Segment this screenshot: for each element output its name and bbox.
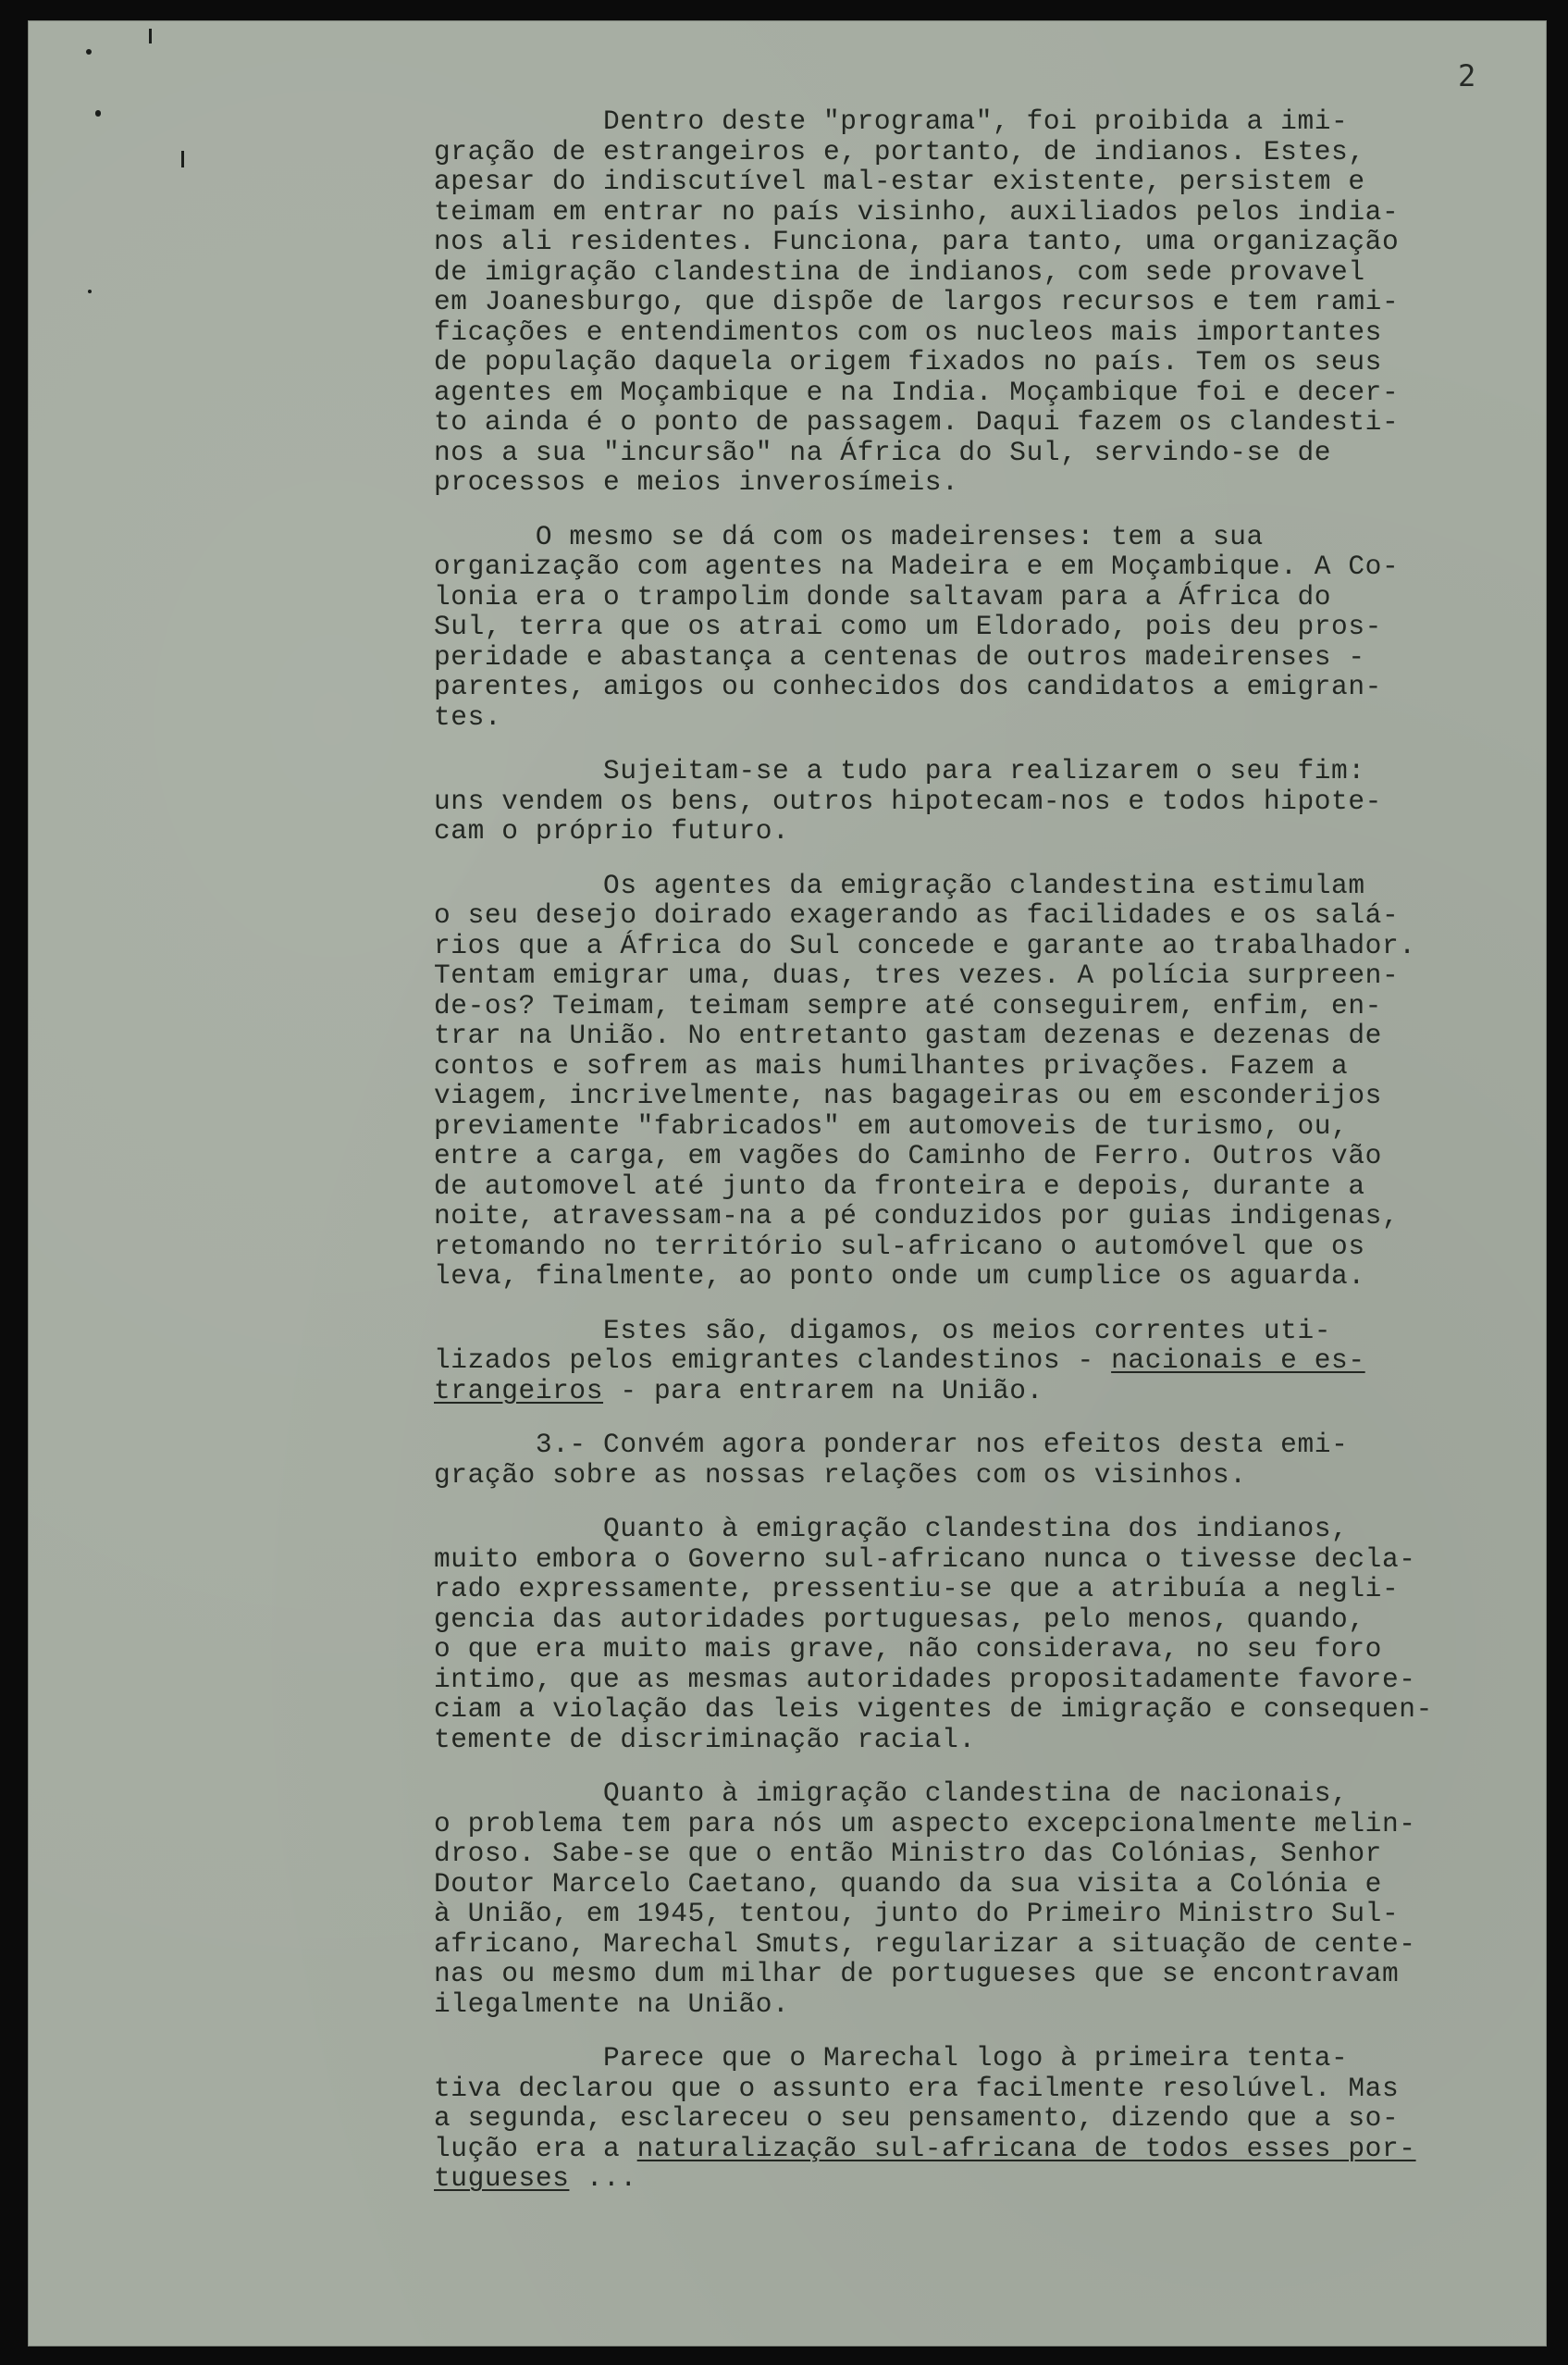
text-segment: o seu desejo doirado exagerando as facilidades e os salá- — [434, 899, 1400, 931]
text-line — [434, 1376, 1549, 1406]
text-line — [434, 1809, 1549, 1839]
text-line — [434, 702, 1549, 733]
text-segment: lizados pelos emigrantes clandestinos - — [434, 1344, 1112, 1376]
text-line — [434, 1544, 1549, 1575]
text-segment: leva, finalmente, ao ponto onde um cumplice os aguarda. — [434, 1260, 1365, 1292]
text-segment: de população daquela origem fixados no país. Tem os seus — [434, 346, 1382, 378]
text-segment: 3.- Convém agora ponderar nos efeitos desta emi- — [535, 1429, 1349, 1460]
text-line — [434, 407, 1549, 438]
text-line — [434, 2134, 1549, 2164]
text-segment: noite, atravessam-na a pé conduzidos por guias indigenas, — [434, 1200, 1400, 1232]
ink-speck — [88, 290, 92, 293]
text-segment: to ainda é o ponto de passagem. Daqui fazem os clandesti- — [434, 406, 1400, 438]
text-line — [434, 522, 1549, 552]
page-number: 2 — [1458, 58, 1476, 93]
text-segment: a segunda, esclareceu o seu pensamento, dizendo que a so- — [434, 2102, 1400, 2134]
ink-speck — [95, 110, 101, 117]
text-segment: contos e sofrem as mais humilhantes privações. Fazem a — [434, 1049, 1349, 1082]
text-segment: nos ali residentes. Funciona, para tanto, uma organização — [434, 226, 1400, 257]
text-segment: Sujeitam-se a tudo para realizarem o seu fim: — [603, 755, 1365, 786]
text-line — [434, 1725, 1549, 1755]
text-segment: nas ou mesmo dum milhar de portugueses que se encontravam — [434, 1958, 1400, 1989]
text-segment: droso. Sabe-se que o então Ministro das Colónias, Senhor — [434, 1838, 1382, 1869]
text-segment: Dentro deste "programa", foi proibida a imi- — [603, 105, 1349, 137]
text-line — [434, 1665, 1549, 1695]
text-segment: cam o próprio futuro. — [434, 815, 790, 847]
text-segment: agentes em Moçambique e na India. Moçambique foi e decer- — [434, 376, 1400, 408]
text-segment: Tentam emigrar uma, duas, tres vezes. A polícia surpreen- — [434, 960, 1400, 991]
text-line — [434, 347, 1549, 378]
text-segment: apesar do indiscutível mal-estar existente, persistem e — [434, 166, 1365, 197]
text-segment: intimo, que as mesmas autoridades propositadamente favore- — [434, 1663, 1416, 1695]
text-line — [434, 1869, 1549, 1900]
text-line — [434, 1430, 1549, 1460]
text-segment: de-os? Teimam, teimam sempre até conseguirem, enfim, en- — [434, 989, 1382, 1022]
text-segment: em Joanesburgo, que dispõe de largos recursos e tem rami- — [434, 286, 1400, 317]
underlined-text: naturalização sul-africana de todos esses por- — [636, 2132, 1416, 2164]
text-line — [434, 1574, 1549, 1604]
text-segment: tiva declarou que o assunto era facilmente resolúvel. Mas — [434, 2072, 1400, 2104]
text-line — [434, 816, 1549, 847]
text-segment: gencia das autoridades portuguesas, pelo menos, quando, — [434, 1603, 1365, 1635]
text-segment: Quanto à emigração clandestina dos indianos, — [603, 1513, 1349, 1544]
text-line — [434, 257, 1549, 288]
text-line — [434, 960, 1549, 991]
text-line — [434, 1111, 1549, 1142]
text-segment: de automovel até junto da fronteira e depois, durante a — [434, 1170, 1365, 1202]
text-segment: retomando no território sul-africano o automóvel que os — [434, 1230, 1365, 1262]
text-line — [434, 1899, 1549, 1929]
text-line — [434, 2074, 1549, 2104]
text-line — [434, 672, 1549, 702]
text-segment: o que era muito mais grave, não considerava, no seu foro — [434, 1633, 1382, 1665]
underlined-text: trangeiros — [434, 1374, 604, 1406]
text-line — [434, 931, 1549, 961]
text-line — [434, 1839, 1549, 1869]
text-line — [434, 467, 1549, 498]
text-line — [434, 2163, 1549, 2194]
text-segment: ciam a violação das leis vigentes de imigração e consequen- — [434, 1693, 1433, 1725]
text-line — [434, 871, 1549, 901]
text-line — [434, 1634, 1549, 1665]
text-segment: O mesmo se dá com os madeirenses: tem a sua — [535, 520, 1264, 552]
text-segment: ficações e entendimentos com os nucleos mais importantes — [434, 316, 1382, 348]
text-segment: trar na União. No entretanto gastam dezenas e dezenas de — [434, 1020, 1382, 1051]
document-page — [28, 20, 1547, 2346]
text-segment: ilegalmente na União. — [434, 1987, 790, 2020]
text-segment: Doutor Marcelo Caetano, quando da sua visita a Colónia e — [434, 1867, 1382, 1900]
text-line — [434, 786, 1549, 817]
text-segment: organização com agentes na Madeira e em Moçambique. A Co- — [434, 551, 1400, 582]
text-line — [434, 1201, 1549, 1232]
text-segment: peridade e abastança a centenas de outros madeirenses - — [434, 640, 1365, 673]
text-line — [434, 317, 1549, 348]
text-line — [434, 642, 1549, 673]
text-line — [434, 1778, 1549, 1809]
text-line — [434, 287, 1549, 317]
text-line — [434, 1232, 1549, 1262]
text-segment: Sul, terra que os atrai como um Eldorado, pois deu pros- — [434, 611, 1382, 642]
text-segment: temente de discriminação racial. — [434, 1723, 976, 1755]
underlined-text: nacionais e es- — [1111, 1344, 1365, 1376]
text-segment: uns vendem os bens, outros hipotecam-nos e todos hipote- — [434, 785, 1382, 817]
text-segment: lonia era o trampolim donde saltavam para a África do — [434, 580, 1332, 613]
text-line — [434, 1604, 1549, 1635]
text-line — [434, 1989, 1549, 2020]
text-segment: parentes, amigos ou conhecidos dos candidatos a emigran- — [434, 671, 1382, 702]
text-segment: entre a carga, em vagões do Caminho de Ferro. Outros vão — [434, 1140, 1382, 1171]
text-line — [434, 1694, 1549, 1725]
text-line — [434, 2103, 1549, 2134]
text-line — [434, 991, 1549, 1022]
text-line — [434, 1345, 1549, 1376]
text-segment: ... — [569, 2162, 637, 2194]
text-segment: rios que a África do Sul concede e garante ao trabalhador. — [434, 929, 1416, 961]
text-line — [434, 582, 1549, 613]
text-line — [434, 1141, 1549, 1171]
text-segment: gração de estrangeiros e, portanto, de indianos. Estes, — [434, 135, 1365, 167]
text-line — [434, 227, 1549, 257]
text-line — [434, 1929, 1549, 1960]
text-segment: tes. — [434, 700, 502, 733]
text-line — [434, 1959, 1549, 1989]
text-segment: à União, em 1945, tentou, junto do Primeiro Ministro Sul- — [434, 1898, 1400, 1929]
text-line — [434, 1171, 1549, 1202]
text-segment: Os agentes da emigração clandestina estimulam — [603, 869, 1365, 901]
text-segment: o problema tem para nós um aspecto excepcionalmente melin- — [434, 1807, 1416, 1839]
text-line — [434, 1021, 1549, 1051]
text-line — [434, 1460, 1549, 1491]
text-line — [434, 167, 1549, 197]
text-segment: nos a sua "incursão" na África do Sul, servindo-se de — [434, 436, 1332, 468]
text-line — [434, 1316, 1549, 1346]
text-segment: lução era a — [434, 2132, 637, 2164]
ink-speck — [181, 151, 184, 167]
text-segment: viagem, incrivelmente, nas bagageiras ou em esconderijos — [434, 1080, 1382, 1111]
text-segment: processos e meios inverosímeis. — [434, 466, 959, 498]
text-segment: Estes são, digamos, os meios correntes uti- — [603, 1314, 1332, 1346]
text-segment: Quanto à imigração clandestina de nacionais, — [603, 1777, 1349, 1809]
text-line — [434, 551, 1549, 582]
text-line — [434, 197, 1549, 228]
text-line — [434, 438, 1549, 468]
text-line — [434, 612, 1549, 642]
text-line — [434, 378, 1549, 408]
text-segment: gração sobre as nossas relações com os visinhos. — [434, 1458, 1247, 1491]
text-line — [434, 756, 1549, 786]
text-segment: previamente "fabricados" em automoveis de turismo, ou, — [434, 1109, 1349, 1142]
text-segment: rado expressamente, pressentiu-se que a atribuía a negli- — [434, 1573, 1400, 1604]
text-line — [434, 1514, 1549, 1544]
ink-speck — [149, 29, 152, 43]
body-text — [434, 106, 1549, 2194]
text-line — [434, 1261, 1549, 1292]
text-segment: africano, Marechal Smuts, regularizar a situação de cente- — [434, 1927, 1416, 1960]
text-line — [434, 1081, 1549, 1111]
text-segment: teimam em entrar no país visinho, auxiliados pelos india- — [434, 195, 1400, 228]
text-segment: de imigração clandestina de indianos, com sede provavel — [434, 255, 1365, 288]
underlined-text: tugueses — [434, 2162, 570, 2194]
text-line — [434, 137, 1549, 167]
text-line — [434, 1051, 1549, 1082]
text-line — [434, 900, 1549, 931]
text-segment: muito embora o Governo sul-africano nunca o tivesse decla- — [434, 1542, 1416, 1575]
text-line — [434, 2043, 1549, 2074]
text-segment: Parece que o Marechal logo à primeira tenta- — [603, 2042, 1349, 2074]
ink-speck — [86, 49, 92, 55]
text-line — [434, 106, 1549, 137]
text-segment: - para entrarem na União. — [603, 1374, 1043, 1406]
